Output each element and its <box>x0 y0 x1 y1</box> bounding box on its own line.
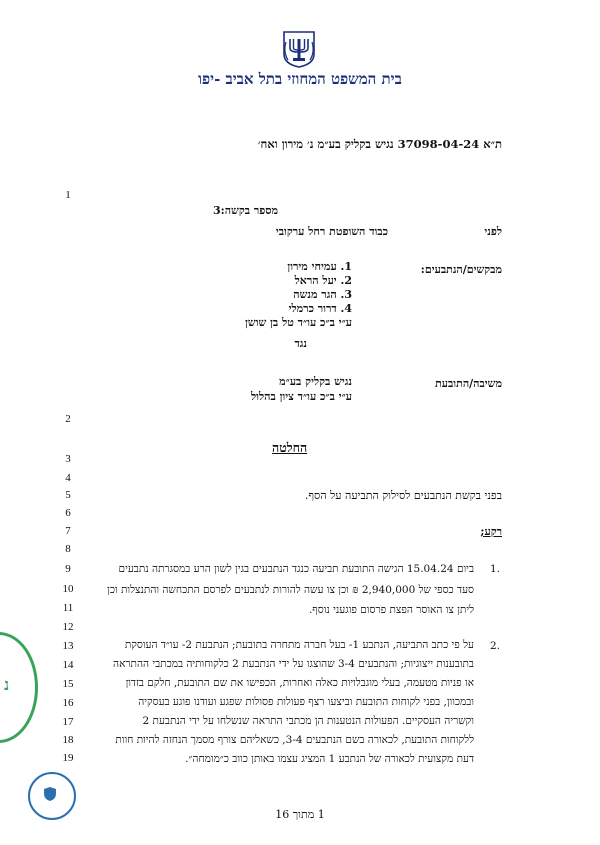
paragraph-line: ובמכוון, בפני לקוחות התובעת וביצעו רצף פעולות פסולות שפגע ועודנו פוגע בעסקיה <box>138 696 474 708</box>
line-number: 9 <box>65 563 71 575</box>
paragraph-line: דעת מקצועית לכאורה של הנתבע 1 המציג עצמו באותן כווב כ״מומחה״. <box>185 753 474 765</box>
respondent-counsel: ע״י ב״כ עו״ד ציון בהלול <box>251 390 352 403</box>
applicant-name: 2. יעל הראל <box>294 274 352 287</box>
paragraph-line: על פי כתב התביעה, הנתבע 1- בעל חברה מתחרה בתובעת; הנתבעת 2- עו״ד העוסקת <box>124 639 474 651</box>
applicant-name: 3. הגר מנשה <box>293 288 352 301</box>
line-number: 7 <box>65 525 71 537</box>
request-number: מספר בקשה:3 <box>212 204 278 217</box>
background-title: רקע; <box>480 525 502 538</box>
respondent-name: נגיש בקליק בע״מ <box>279 375 352 388</box>
line-number: 14 <box>62 659 74 671</box>
paragraph-line: ללקוחות התובעת, לכאורה בשם הנתבעים 3-4, כשאליהם צורף מסמך הנחזה להיות חוות <box>115 734 474 746</box>
case-number-line: ת״א 37098-04-24 נגיש בקליק בע״מ נ׳ מירון ואח׳ <box>257 137 502 151</box>
applicant-name: 1. עמיחי מירון <box>287 260 352 273</box>
line-number: 8 <box>65 543 71 555</box>
paragraph-line: או פניות מטעמה, בעלי מוגבלויות כאלה ואחרות, הכפישו את שם התובעת, חלקם בזדון <box>125 677 474 689</box>
line-number: 17 <box>62 716 74 728</box>
shield-icon <box>44 787 56 801</box>
applicant-name: 4. דרור כרמלי <box>288 302 352 315</box>
line-number: 19 <box>62 752 74 764</box>
applicants-counsel: ע״י ב״כ עו״ד טל בן שושן <box>245 316 352 329</box>
respondent-label: משיבה/התובעת <box>435 377 502 390</box>
line-number: 15 <box>62 678 74 690</box>
line-number: 3 <box>65 453 71 465</box>
court-title: בית המשפט המחוזי בתל אביב -יפו <box>198 70 402 88</box>
line-number: 10 <box>62 583 74 595</box>
line-number: 12 <box>62 621 74 633</box>
line-number: 11 <box>62 602 74 614</box>
paragraph-line: וקשריה העסקיים. הפעולות הנטענות הן מכתבי התראה שנשלחו על ידי הנתבעת 2 <box>142 715 474 727</box>
line-number: 1 <box>65 189 71 201</box>
paragraph-number: .1 <box>489 563 500 575</box>
paragraph-line: בתובענות ייצוגיות; והנתבעים 3-4 שהוצגו על ידי הנתבעת 2 כלקוחותיה במכתבי ההתראה <box>113 658 474 670</box>
intro-text: בפני בקשת הנתבעים לסילוק התביעה על הסף. <box>304 489 502 502</box>
green-stamp-text: נ <box>4 675 10 694</box>
judge-name: כבוד השופטת רחל ערקובי <box>275 225 388 238</box>
paragraph <box>88 559 474 621</box>
line-number: 16 <box>62 697 74 709</box>
line-number: 13 <box>62 640 74 652</box>
decision-title: החלטה <box>272 440 308 455</box>
line-number: 2 <box>65 413 71 425</box>
versus-label: נגד <box>294 337 307 350</box>
line-number: 4 <box>65 472 71 484</box>
line-number: 5 <box>65 489 71 501</box>
page-footer: 1 מתוך 16 <box>275 808 325 821</box>
paragraph-number: .2 <box>489 640 500 652</box>
line-number: 6 <box>65 507 71 519</box>
paragraph-line: ביום 15.04.24 הגישה התובעת תביעה כנגד הנתבעים בגין לשון הרע במסגרתה נתבעים <box>118 563 474 575</box>
paragraph-line: ליתן צו האוסר הפצת פרסום פוגעני נוסף. <box>308 604 474 616</box>
before-label: לפני <box>484 225 502 238</box>
line-number: 18 <box>62 734 74 746</box>
paragraph-line: סעד כספי של 2,940,000 ₪ וכן צו עשה להורות לנתבעים לפרסם התכחשה והתנצלות וכן <box>107 583 474 596</box>
paragraph <box>88 636 474 769</box>
state-emblem-icon <box>282 30 316 68</box>
applicants-label: מבקשים/הנתבעים: <box>420 263 502 276</box>
